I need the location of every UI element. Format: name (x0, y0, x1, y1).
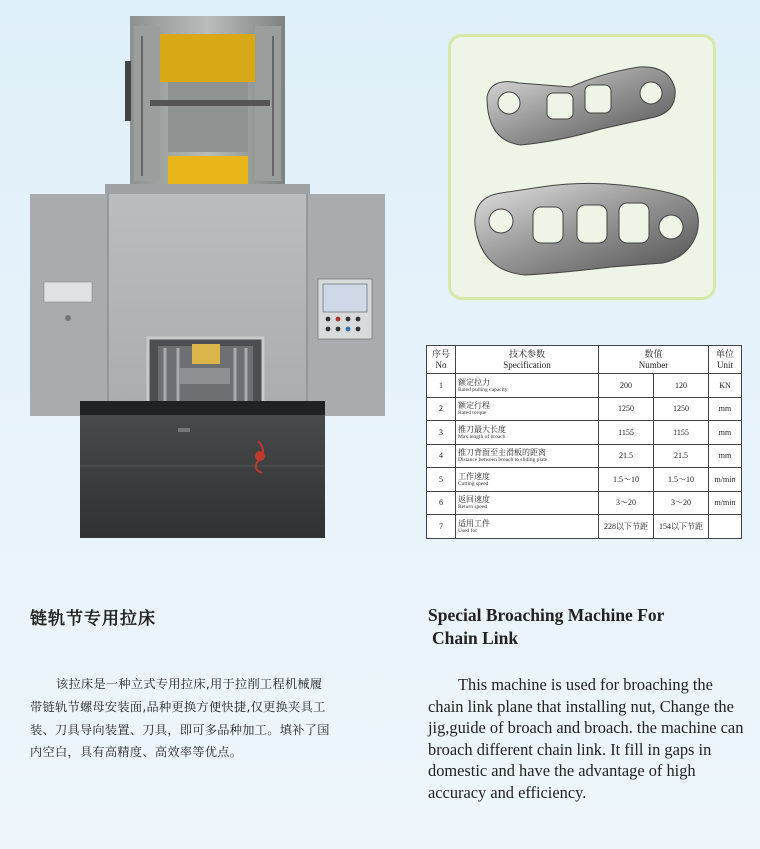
unit-cell: mm (709, 421, 742, 445)
header-no: 序号 No (427, 346, 456, 374)
value-2-cell: 1250 (654, 397, 709, 421)
header-unit: 单位 Unit (709, 346, 742, 374)
chinese-title: 链轨节专用拉床 (30, 609, 156, 629)
spec-item-cell: 工作速度 Cutting speed (456, 468, 599, 492)
header-number: 数值 Number (599, 346, 709, 374)
unit-cell: m/min (709, 491, 742, 515)
unit-cell: KN (709, 374, 742, 398)
unit-cell: mm (709, 444, 742, 468)
spec-item-cell: 推刀最大长度 Max.length of broach (456, 421, 599, 445)
unit-cell: mm (709, 397, 742, 421)
row-number-cell: 3 (427, 421, 456, 445)
table-row (427, 468, 742, 492)
value-2-cell: 120 (654, 374, 709, 398)
english-description: This machine is used for broaching the chain link plane that installing nut, Change the jig,guide of broach and broach. the machine can broach different chain link. It fill in gaps in domestic and have the advantage of high accuracy and efficiency. (428, 675, 744, 802)
chain-link-image-panel (448, 34, 716, 300)
english-title-line2: Chain Link (432, 628, 519, 648)
value-2-cell: 154以下节距 (654, 515, 709, 539)
table-row (427, 397, 742, 421)
spec-item-cell: 额定行程 Rated torque (456, 397, 599, 421)
english-title-line1: Special Broaching Machine For (428, 605, 665, 625)
spec-item-cell: 适用工件 Used for (456, 515, 599, 539)
row-number-cell: 6 (427, 491, 456, 515)
value-2-cell: 1155 (654, 421, 709, 445)
value-2-cell: 1.5～10 (654, 468, 709, 492)
chain-link-image (451, 37, 713, 297)
english-title (428, 604, 748, 650)
spec-item-cell: 额定拉力 Rated pulling capacity (456, 374, 599, 398)
value-1-cell: 1.5～10 (599, 468, 654, 492)
row-number-cell: 4 (427, 444, 456, 468)
row-number-cell: 5 (427, 468, 456, 492)
unit-cell (709, 515, 742, 539)
value-1-cell: 3～20 (599, 491, 654, 515)
yellow-ram (160, 34, 255, 82)
value-1-cell: 1250 (599, 397, 654, 421)
row-number-cell: 2 (427, 397, 456, 421)
value-1-cell: 228以下节距 (599, 515, 654, 539)
unit-cell: m/min (709, 468, 742, 492)
row-number-cell: 7 (427, 515, 456, 539)
table-row (427, 515, 742, 539)
nameplate (44, 282, 92, 302)
header-spec: 技术参数 Specification (456, 346, 599, 374)
value-1-cell: 1155 (599, 421, 654, 445)
spec-item-cell: 推刀背面至主滑板的距离 Distance between broach to sliding plate (456, 444, 599, 468)
table-row (427, 374, 742, 398)
table-row (427, 444, 742, 468)
row-number-cell: 1 (427, 374, 456, 398)
value-1-cell: 21.5 (599, 444, 654, 468)
machine-base (80, 401, 325, 538)
table-row (427, 491, 742, 515)
table-row (427, 421, 742, 445)
spec-item-cell: 返回速度 Return speed (456, 491, 599, 515)
broaching-machine-image (30, 16, 390, 538)
spec-table (426, 345, 742, 539)
value-2-cell: 21.5 (654, 444, 709, 468)
value-2-cell: 3～20 (654, 491, 709, 515)
value-1-cell: 200 (599, 374, 654, 398)
spec-table-header (427, 346, 742, 374)
chinese-description: 该拉床是一种立式专用拉床,用于拉削工程机械履带链轨节螺母安装面,品种更换方便快捷,仅更换夹具工装、刀具导向装置、刀具，即可多品种加工。填补了国内空白，具有高精度、高效率等优点。 (30, 677, 330, 760)
